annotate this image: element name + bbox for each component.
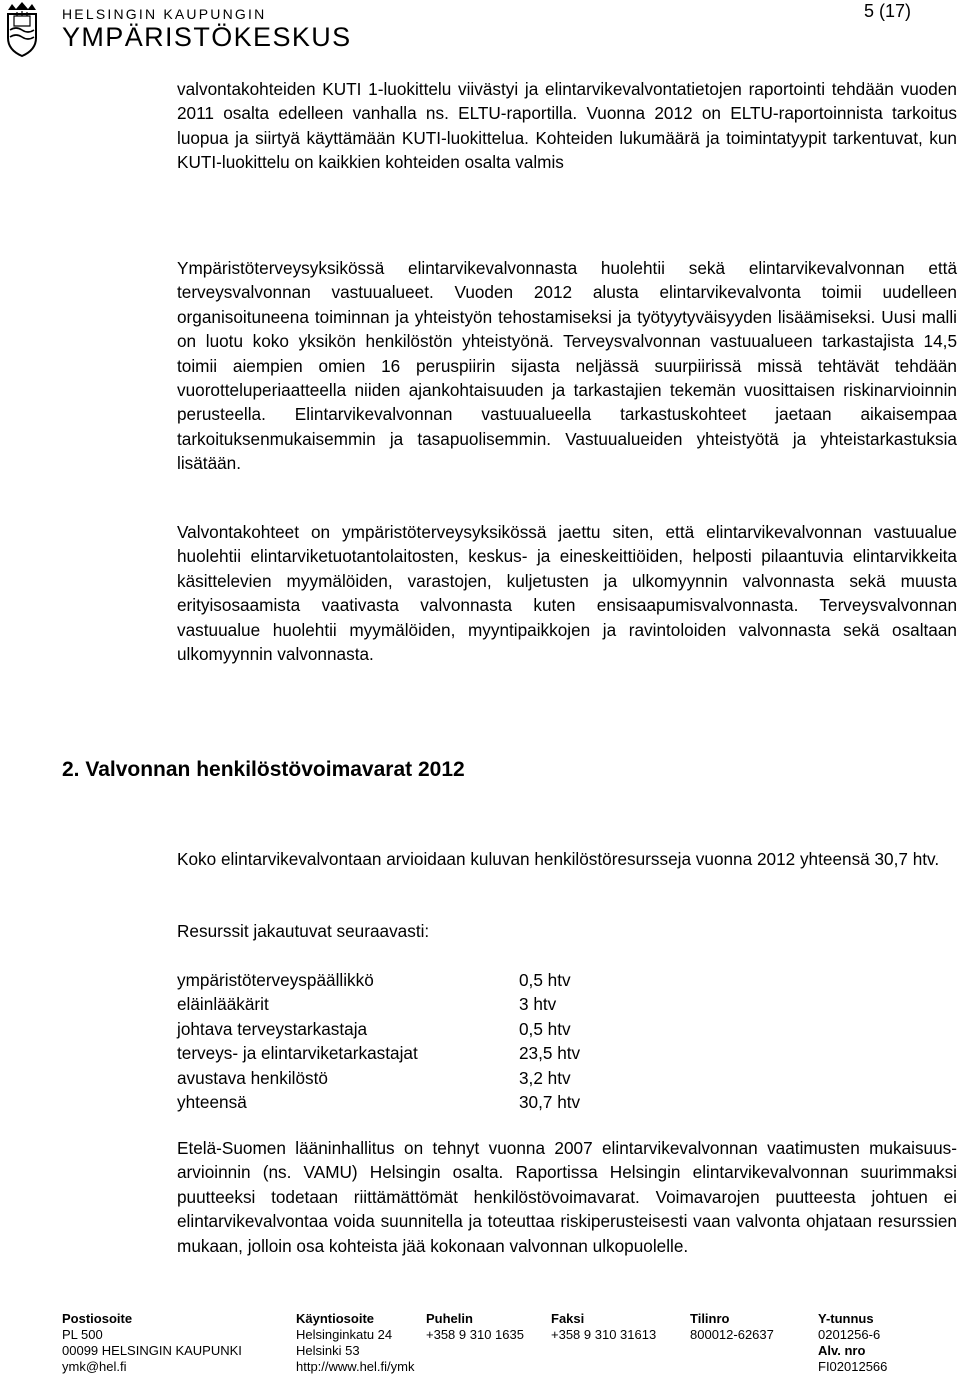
- helsinki-crest-logo: [2, 0, 42, 58]
- footer-fax: [551, 1311, 656, 1343]
- footer-value: 00099 HELSINGIN KAUPUNKI: [62, 1343, 242, 1358]
- footer-business-id: [818, 1311, 887, 1375]
- paragraph-organisation: [177, 256, 957, 476]
- footer-email-link[interactable]: ymk@hel.fi: [62, 1359, 127, 1374]
- footer-label: Faksi: [551, 1311, 585, 1326]
- footer-value: PL 500: [62, 1327, 103, 1342]
- resource-amount: 30,7 htv: [519, 1092, 581, 1113]
- resource-role: johtava terveystarkastaja: [177, 1018, 368, 1039]
- department-name: YMPÄRISTÖKESKUS: [62, 22, 352, 52]
- footer-label: Alv. nro: [818, 1343, 866, 1358]
- footer-account: [690, 1311, 774, 1343]
- paragraph-division: [177, 520, 957, 666]
- resources-list: [177, 968, 580, 1114]
- list-item: [177, 1017, 580, 1041]
- resource-amount: 3 htv: [519, 994, 557, 1015]
- paragraph-division-text: Valvontakohteet on ympäristöterveysyksikössä jaettu siten, että elintarvikevalvonnan vastuualue huolehtii elintarviketuotantolaitosten, keskus- ja eineskeittiöiden, helposti pilaantuvia elintarvikkeita käsittelevien myymälöiden, varastojen, kuljetusten ja ulkomyynnin valvonnasta sekä muusta erityisosaamista vaativasta valvonnasta kuten ensisaapumisvalvonnasta. Terveysvalvonnan vastuualue huolehtii myymälöiden, myyntipaikkojen ja ravintoloiden valvonnasta sekä osaltaan ulkomyynnin valvonnasta.: [177, 522, 957, 665]
- paragraph-vamu-text: Etelä-Suomen lääninhallitus on tehnyt vuonna 2007 elintarvikevalvonnan vaatimusten mukaisuus-arvioinnin (ns. VAMU) Helsingin osalta. Raportissa Helsingin elintarvikevalvonnan suurimmaksi puutteeksi todetaan riittämättömät henkilöstövoimavarat. Voimavarojen puutteesta johtuen ei elintarvikevalvontaa voida suunnitella ja toteuttaa riskiperusteisesti vaan valvonta ohjataan resurssien mukaan, jolloin osa kohteista jää kokonaan valvonnan ulkopuolelle.: [177, 1138, 957, 1256]
- footer-label: Y-tunnus: [818, 1311, 874, 1326]
- list-item: [177, 1041, 580, 1065]
- resources-lead-text: Resurssit jakautuvat seuraavasti:: [177, 921, 430, 941]
- paragraph-organisation-text: Ympäristöterveysyksikössä elintarvikevalvonnasta huolehtii sekä elintarvikevalvonnan että terveysvalvonnan vastuualueet. Vuoden 2012 alusta elintarvikevalvonta toimii uudelleen organisoituneena toiminnan ja yhteistyön tehostamiseksi ja työtyytyväisyyden lisäämiseksi. Uusi malli on luotu koko yksikön henkilöstön yhteistyönä. Terveysvalvonnan vastuualueen tarkastajista 14,5 toimii aiempien omien 16 peruspiirin sijasta neljässä suurpiirissä missä tehtävät tehdään vuorotteluperiaatteella niiden ajankohtaisuuden ja tarkastajien tekemän vuosittaisen riskinarvioinnin perusteella. Elintarvikevalvonnan vastuualueella tarkastuskohteet jaetaan aikaisempaa tarkoituksenmukaisemmin ja tasapuolisemmin. Vastuualueiden yhteistyötä ja yhteistarkastuksia lisätään.: [177, 258, 957, 474]
- paragraph-kuti: [177, 77, 957, 175]
- resource-role: terveys- ja elintarviketarkastajat: [177, 1043, 418, 1064]
- resource-role: yhteensä: [177, 1092, 247, 1113]
- footer-label: Postiosoite: [62, 1311, 133, 1326]
- footer-label: Tilinro: [690, 1311, 730, 1326]
- footer-phone: [426, 1311, 524, 1343]
- footer-value: 800012-62637: [690, 1327, 774, 1342]
- resource-role: eläinlääkärit: [177, 994, 269, 1015]
- resource-role: avustava henkilöstö: [177, 1067, 328, 1088]
- footer-website-link[interactable]: http://www.hel.fi/ymk: [296, 1359, 415, 1374]
- paragraph-vamu: [177, 1136, 957, 1258]
- footer-value: +358 9 310 1635: [426, 1327, 524, 1342]
- section-heading: 2. Valvonnan henkilöstövoimavarat 2012: [62, 758, 465, 781]
- resource-amount: 3,2 htv: [519, 1067, 571, 1088]
- page-number: 5 (17): [864, 1, 912, 21]
- footer-value: +358 9 310 31613: [551, 1327, 657, 1342]
- organization-name: HELSINGIN KAUPUNGIN: [62, 6, 267, 22]
- footer-postal-address: [62, 1311, 242, 1375]
- list-item: [177, 992, 580, 1016]
- footer-label: Käyntiosoite: [296, 1311, 375, 1326]
- resource-amount: 23,5 htv: [519, 1043, 581, 1064]
- list-item: [177, 968, 580, 992]
- footer-value: 0201256-6: [818, 1327, 881, 1342]
- footer-value: FI02012566: [818, 1359, 888, 1374]
- footer-label: Puhelin: [426, 1311, 473, 1326]
- list-item: [177, 1090, 580, 1114]
- resource-amount: 0,5 htv: [519, 970, 571, 990]
- paragraph-intro: [177, 847, 957, 871]
- resources-lead: [177, 919, 957, 943]
- resource-role: ympäristöterveyspäällikkö: [177, 970, 374, 990]
- list-item: [177, 1066, 580, 1090]
- paragraph-intro-text: Koko elintarvikevalvontaan arvioidaan kuluvan henkilöstöresursseja vuonna 2012 yhteensä 30,7 htv.: [177, 849, 940, 869]
- footer-visiting-address: [296, 1311, 414, 1375]
- footer-value: Helsinki 53: [296, 1343, 360, 1358]
- paragraph-kuti-text: valvontakohteiden KUTI 1-luokittelu viivästyi ja elintarvikevalvontatietojen raportointi tehdään vuoden 2011 osalta edelleen vanhalla ns. ELTU-raportilla. Vuonna 2012 on ELTU-raportoinnista tarkoitus luopua ja siirtyä käyttämään KUTI-luokittelua. Kohteiden lukumäärä ja toimintatyypit tarkentuvat, kun KUTI-luokittelu on kaikkien kohteiden osalta valmis: [177, 79, 957, 173]
- resource-amount: 0,5 htv: [519, 1018, 571, 1039]
- footer-value: Helsinginkatu 24: [296, 1327, 393, 1342]
